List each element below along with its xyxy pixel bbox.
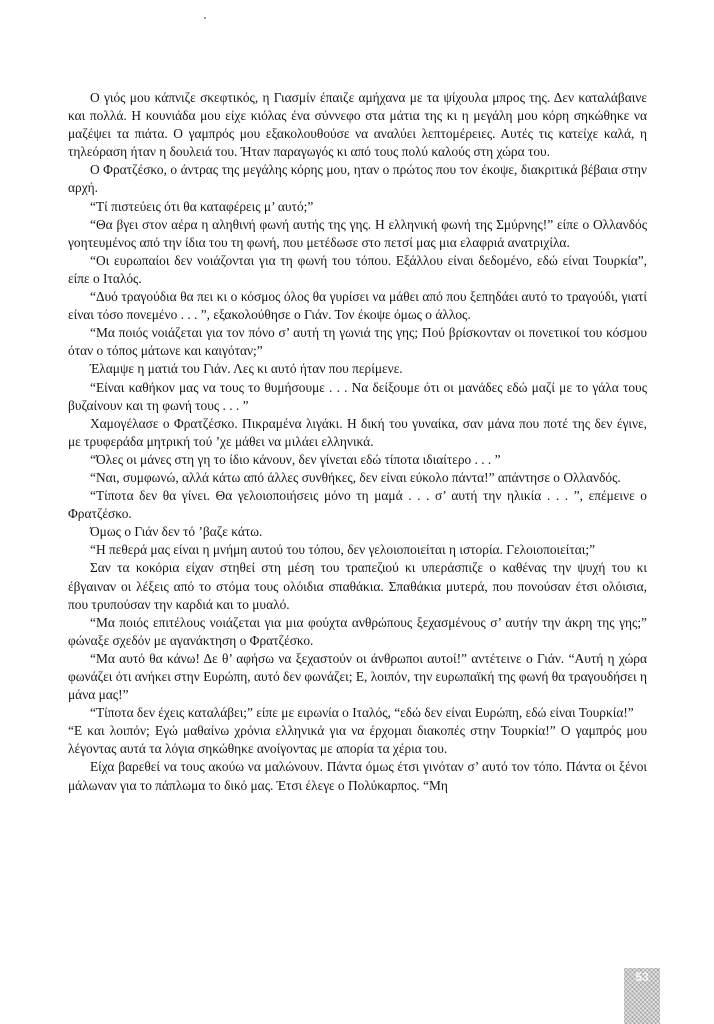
paragraph: “Μα αυτό θα κάνω! Δε θ’ αφήσω να ξεχαστούν οι άνθρωποι αυτοί!” αντέτεινε ο Γιάν. “Αυτή η χώρα φωνάζει ότι ανήκει στην Ευρώπη, αυτό δεν φωνάζει; Ε, λοιπόν, την ευρωπαϊκή της φωνή θα τραγουδήσει η μάνα μας!” <box>68 650 647 703</box>
paragraph: “Η πεθερά μας είναι η μνήμη αυτού του τόπου, δεν γελοιοποιείται η ιστορία. Γελοιοποιείται;” <box>90 542 596 558</box>
paragraph: “Οι ευρωπαίοι δεν νοιάζονται για τη φωνή του τόπου. Εξάλλου είναι δεδομένο, εδώ είναι Τουρκία”, είπε ο Ιταλός. <box>68 252 647 286</box>
paragraph: “Μα ποιός νοιάζεται για τον πόνο σ’ αυτή τη γωνιά της γης; Πού βρίσκονταν οι πονετικοί του κόσμου όταν ο τόπος μάτωνε και καιγόταν;” <box>68 325 647 359</box>
paragraph: Όμως ο Γιάν δεν τό ’βαζε κάτω. <box>90 524 263 540</box>
paragraph: “Ε και λοιπόν; Εγώ μαθαίνω χρόνια ελληνικά για να έρχομαι διακοπές στην Τουρκία!” Ο γαμπρός μου λέγοντας αυτά τα λόγια σηκώθηκε ανοίγοντας με απορία τα χέρια του. <box>68 723 647 757</box>
paragraph: “Τίποτα δεν έχεις καταλάβει;” είπε με ειρωνία ο Ιταλός, “εδώ δεν είναι Ευρώπη, εδώ είναι Τουρκία!” <box>90 705 634 721</box>
paragraph: “Μα ποιός επιτέλους νοιάζεται για μια φούχτα ανθρώπους ξεχασμένους σ’ αυτήν την άκρη της γης;” φώναξε σχεδόν με αγανάκτηση ο Φρατζέσκο. <box>68 614 647 648</box>
page-number-tab <box>624 968 660 1024</box>
paragraph: “Τί πιστεύεις ότι θα καταφέρεις μ’ αυτό;” <box>90 198 314 214</box>
paragraph: “Τίποτα δεν θα γίνει. Θα γελοιοποιήσεις μόνο τη μαμά . . . σ’ αυτή την ηλικία . . . ”, επέμεινε ο Φρατζέσκο. <box>68 488 647 522</box>
paragraph: “Ναι, συμφωνώ, αλλά κάτω από άλλες συνθήκες, δεν είναι εύκολο πάντα!” απάντησε ο Ολλανδός. <box>90 469 621 485</box>
paragraph: “Θα βγει στον αέρα η αληθινή φωνή αυτής της γης. Η ελληνική φωνή της Σμύρνης!” είπε ο Ολλανδός γοητευμένος από την ίδια του τη φωνή, που μετέδωσε στο πετσί μας μια ελαφριά ανατριχίλα. <box>68 216 647 250</box>
page-number: 53 <box>635 970 649 984</box>
paragraph: Ο Φρατζέσκο, ο άντρας της μεγάλης κόρης μου, ηταν ο πρώτος που τον έκοψε, διακριτικά βέβαια στην αρχή. <box>68 162 647 196</box>
paragraph: “Δυό τραγούδια θα πει κι ο κόσμος όλος θα γυρίσει να μάθει από που ξεπηδάει αυτό το τραγούδι, γιατί είναι τόσο πονεμένο . . . ”, εξακολούθησε ο Γιάν. Τον έκοψε όμως ο άλλος. <box>68 289 647 323</box>
body-text <box>68 89 647 795</box>
paragraph: Σαν τα κοκόρια είχαν στηθεί στη μέση του τραπεζιού κι υπεράσπιζε ο καθένας την ψυχή του κι έβγαιναν οι λέξεις από το στόμα τους ολόιδια σπαθάκια. Σπαθάκια μυτερά, που πονούσαν έτσι ολόισια, που τρυπούσαν την καρδιά και το μυαλό. <box>68 560 647 612</box>
paragraph: Χαμογέλασε ο Φρατζέσκο. Πικραμένα λιγάκι. Η δική του γυναίκα, σαν μάνα που ποτέ της δεν έγινε, με τρυφεράδα μητρική τού ’χε μάθει να μιλάει ελληνικά. <box>68 415 647 449</box>
paragraph: Είχα βαρεθεί να τους ακούω να μαλώνουν. Πάντα όμως έτσι γινόταν σ’ αυτό τον τόπο. Πάντα οι ξένοι μάλωναν για το πάπλωμα το δικό μας. Έτσι έλεγε ο Πολύκαρπος. “Μη <box>68 759 647 793</box>
scan-speck <box>204 17 206 19</box>
paragraph: “Όλες οι μάνες στη γη το ίδιο κάνουν, δεν γίνεται εδώ τίποτα ιδιαίτερο . . . ” <box>90 451 501 467</box>
paragraph: Έλαμψε η ματιά του Γιάν. Λες κι αυτό ήταν που περίμενε. <box>90 361 403 377</box>
paragraph: Ο γιός μου κάπνιζε σκεφτικός, η Γιασμίν έπαιζε αμήχανα με τα ψίχουλα μπρος της. Δεν καταλάβαινε και πολλά. Η κουνιάδα μου είχε κιόλας ένα σύννεφο στα μάτια της κι η μεγάλη μου κόρη σηκώθηκε να μαζέψει τα πιάτα. Ο γαμπρός μου εξακολουθούσε να αναλύει λεπτομέρειες. Αυτές τις κατείχε καλά, η τηλεόραση ήταν η δουλειά του. Ήταν παραγωγός κι από τους πολύ καλούς στη χώρα του. <box>68 90 647 160</box>
paragraph: “Είναι καθήκον μας να τους το θυμήσουμε . . . Να δείξουμε ότι οι μανάδες εδώ μαζί με το γάλα τους βυζαίνουν και τη φωνή τους . . . ” <box>68 379 647 413</box>
